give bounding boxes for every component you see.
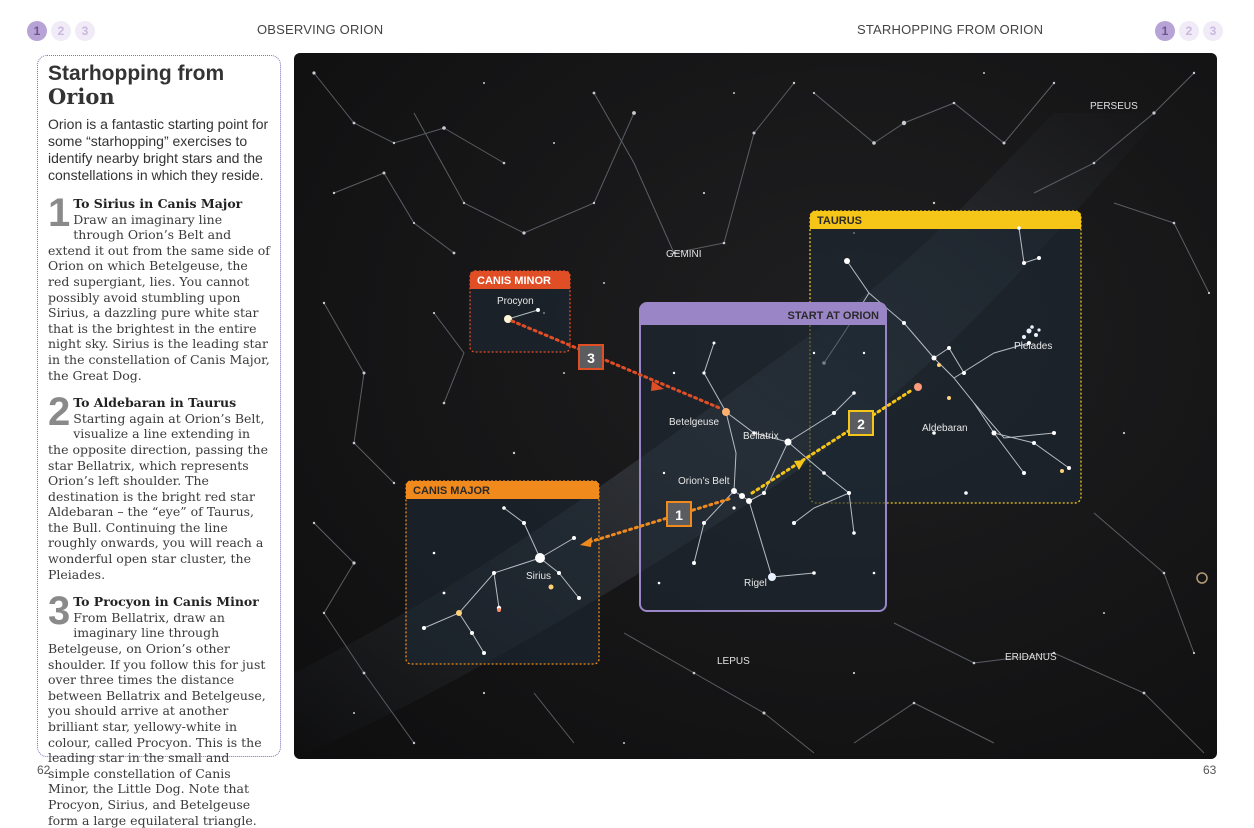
step-lead: To Aldebaran in Taurus — [73, 395, 237, 411]
marker-2 — [849, 411, 873, 435]
section-tab-2[interactable]: 2 — [51, 21, 71, 41]
sidebar-intro: Orion is a fantastic starting point for some “starhopping” exercises to identify nearby bright stars and the constellations in which they reside. — [48, 116, 269, 183]
section-tabs-left — [27, 21, 95, 41]
step-lead: To Sirius in Canis Major — [73, 196, 243, 211]
marker-3-label: 3 — [587, 350, 595, 366]
orion-box — [640, 303, 886, 611]
step-text: Starting again at Orion’s Belt, visualize a line extending in the opposite direction, passing the star Bellatrix, which represents Orion’s left shoulder. The destination is the bright red star Aldebaran – the “eye” of Taurus, the Bull. Continuing the line roughly onwards, you will reach a wonderful open star cluster, the Pleiades. — [48, 410, 269, 582]
section-tab-3[interactable]: 3 — [75, 21, 95, 41]
sidebar-title — [48, 62, 270, 108]
section-tab-1[interactable]: 1 — [1155, 21, 1175, 41]
canis-major-box — [406, 481, 599, 664]
page-number-right: 63 — [1203, 763, 1217, 777]
betelgeuse-label: Betelgeuse — [669, 417, 720, 428]
section-tab-2[interactable]: 2 — [1179, 21, 1199, 41]
orion-title: START AT ORION — [787, 310, 879, 322]
pleiades-label: Pleiades — [1014, 341, 1053, 352]
marker-3 — [579, 345, 603, 369]
page-number-left: 62 — [37, 763, 51, 777]
section-tabs-right — [1155, 21, 1223, 41]
marker-1 — [667, 502, 691, 526]
step-number: 1 — [48, 191, 71, 235]
running-head-left: OBSERVING ORION — [257, 22, 384, 37]
section-tab-1[interactable]: 1 — [27, 21, 47, 41]
section-tab-3[interactable]: 3 — [1203, 21, 1223, 41]
rigel-star — [768, 573, 776, 581]
betelgeuse-star — [722, 408, 730, 416]
canis-major-title: CANIS MAJOR — [413, 485, 491, 497]
step-1 — [48, 191, 270, 383]
step-number: 2 — [48, 390, 71, 435]
running-head-right: STARHOPPING FROM ORION — [857, 22, 1044, 37]
step-2 — [48, 390, 270, 582]
marker-2-label: 2 — [857, 416, 865, 432]
step-text: Draw an imaginary line through Orion’s Belt and extend it out from the same side of Orion on which Betelgeuse, the red supergiant, lies. You cannot possibly avoid stumbling upon Sirius, a dazzling pure white star that is the brightest in the entire night sky. Sirius is the leading star in the constellation of Canis Major, the Great Dog. — [48, 211, 270, 383]
lepus-label: LEPUS — [717, 656, 750, 667]
nebula-marker — [1197, 573, 1207, 583]
gemini-label: GEMINI — [666, 249, 702, 260]
step-number: 3 — [48, 589, 71, 634]
star-map-svg — [294, 53, 1217, 759]
star-map — [294, 53, 1217, 759]
step-text: From Bellatrix, draw an imaginary line through Betelgeuse, on Orion’s other shoulder. If you follow this for just over three times the distance between Bellatrix and Betelgeuse, you should arrive at another brilliant star, yellowy-white in colour, called Procyon. This is the leading star in the small and simple constellation of Canis Minor, the Little Dog. Note that Procyon, Sirius, and Betelgeuse form a large equilateral triangle. — [48, 609, 266, 828]
aldebaran-star — [914, 383, 922, 391]
bellatrix-star — [785, 439, 792, 446]
perseus-label: PERSEUS — [1090, 101, 1138, 112]
aldebaran-label: Aldebaran — [922, 423, 968, 434]
sirius-star — [535, 553, 545, 563]
sidebar-title-line1: Starhopping from — [48, 62, 225, 85]
rigel-label: Rigel — [744, 578, 767, 589]
taurus-title: TAURUS — [817, 215, 863, 227]
step-3 — [48, 589, 270, 828]
sirius-label: Sirius — [526, 571, 552, 582]
sidebar-title-line2: Orion — [48, 84, 115, 109]
eridanus-label: ERIDANUS — [1005, 652, 1057, 663]
step-lead: To Procyon in Canis Minor — [73, 594, 259, 610]
procyon-label: Procyon — [497, 296, 534, 307]
canis-minor-title: CANIS MINOR — [477, 275, 551, 287]
marker-1-label: 1 — [675, 507, 683, 523]
bellatrix-label: Bellatrix — [743, 431, 779, 442]
orions-belt-label: Orion’s Belt — [678, 476, 730, 487]
